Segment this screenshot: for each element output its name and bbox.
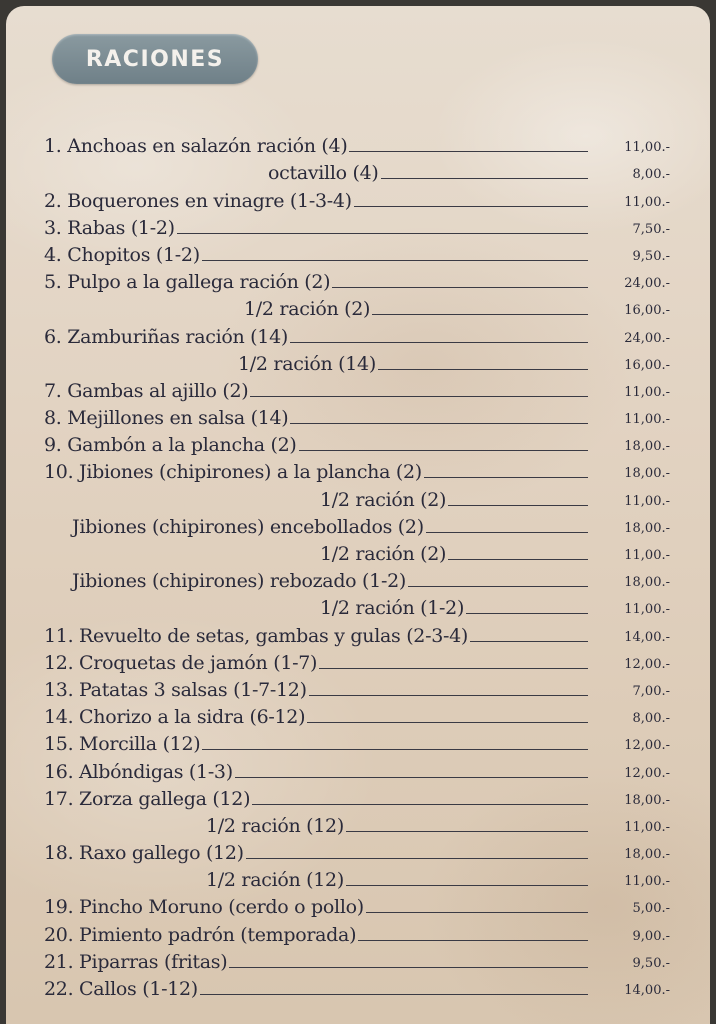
menu-item [6,402,710,429]
leader-line [372,314,588,315]
price-cell [588,163,710,184]
leader-line [332,287,588,288]
menu-item [6,184,710,211]
price-cell [588,435,710,456]
leader-line [246,858,588,859]
leader-line [346,885,588,886]
price-cell [588,136,710,157]
menu-item-price: 9,50.- [632,955,670,971]
leader-line [358,940,588,941]
menu-item [6,973,710,1000]
leader-line [235,777,588,778]
menu-item-label: 1/2 ración (12) [206,814,344,837]
leader-line [366,912,588,913]
price-cell [588,952,710,973]
section-badge [52,34,258,84]
menu-item-label: 1/2 ración (2) [320,488,447,511]
leader-line [346,831,588,832]
menu-item-label: octavillo (4) [268,162,379,185]
price-cell [588,408,710,429]
menu-item-price: 11,00.- [624,412,670,428]
menu-item-label: 8. Mejillones en salsa (14) [44,407,289,430]
price-cell [588,789,710,810]
menu-item-price: 14,00.- [624,983,670,998]
menu-item-label: 13. Patatas 3 salsas (1-7-12) [44,678,307,701]
menu-item-label: Jibiones (chipirones) rebozado (1-2) [72,570,406,593]
price-cell [588,598,710,619]
menu-item-price: 11,00.- [624,602,670,618]
menu-item-label: 12. Croquetas de jamón (1-7) [44,651,318,674]
leader-line [381,178,589,179]
menu-item-label: 1/2 ración (12) [206,869,344,892]
menu-item-price: 18,00.- [624,466,670,482]
menu-item [6,157,710,184]
leader-line [448,559,588,560]
price-cell [588,517,710,538]
menu-item-label: 17. Zorza gallega (12) [44,787,251,810]
menu-item-price: 9,50.- [632,248,670,264]
price-cell [588,843,710,864]
menu-item [6,212,710,239]
menu-item [6,565,710,592]
menu-item [6,783,710,810]
leader-line [200,994,588,995]
menu-item-price: 18,00.- [624,520,670,536]
menu-list [6,130,710,1000]
menu-item-label: 19. Pincho Moruno (cerdo o pollo) [44,896,364,919]
menu-item [6,891,710,918]
menu-item [6,429,710,456]
price-cell [588,680,710,701]
menu-item-label: 4. Chopitos (1-2) [44,243,200,266]
menu-item-label: 5. Pulpo a la gallega ración (2) [44,271,331,294]
price-cell [588,354,710,375]
menu-item-label: 10. Jibiones (chipirones) a la plancha (2) [44,461,422,484]
price-cell [588,218,710,239]
menu-item-price: 11,00.- [624,548,670,563]
leader-line [177,233,588,234]
menu-item [6,701,710,728]
menu-item-label: 3. Rabas (1-2) [44,216,175,239]
menu-item-price: 8,00.- [632,167,670,183]
menu-item-price: 11,00.- [624,819,670,835]
price-cell [588,762,710,783]
price-cell [588,299,710,320]
menu-item-label: 14. Chorizo a la sidra (6-12) [44,706,306,729]
menu-item-price: 11,00.- [624,194,670,210]
menu-item-label: 20. Pimiento padrón (temporada) [44,923,357,946]
menu-item-price: 24,00.- [624,330,670,346]
price-cell [588,544,710,565]
leader-line [354,206,588,207]
menu-item-price: 7,00.- [632,683,670,699]
menu-item-label: 1/2 ración (2) [320,543,447,565]
price-cell [588,897,710,918]
menu-item-price: 5,00.- [632,901,670,917]
leader-line [466,613,588,614]
menu-item-label: 1. Anchoas en salazón ración (4) [44,135,348,158]
price-cell [588,626,710,647]
menu-item-label: 16. Albóndigas (1-3) [44,760,233,783]
menu-item [6,755,710,782]
price-cell [588,979,710,1000]
leader-line [202,749,588,750]
price-cell [588,870,710,891]
leader-line [470,641,588,642]
menu-item-label: 11. Revuelto de setas, gambas y gulas (2-3-4) [44,624,469,647]
menu-item [6,483,710,510]
menu-item-price: 7,50.- [632,221,670,237]
menu-item-price: 16,00.- [624,357,670,373]
menu-item [6,456,710,483]
menu-item [6,511,710,538]
leader-line [309,695,588,696]
leader-line [408,586,588,587]
menu-item-price: 18,00.- [624,575,670,591]
menu-page [6,6,710,1024]
menu-item [6,674,710,701]
menu-item-price: 18,00.- [624,792,670,808]
price-cell [588,925,710,946]
price-cell [588,734,710,755]
leader-line [229,967,588,968]
menu-item [6,946,710,973]
menu-item-label: 15. Morcilla (12) [44,733,201,756]
menu-item-price: 11,00.- [624,493,670,509]
menu-item-price: 24,00.- [624,276,670,292]
leader-line [307,722,588,723]
menu-item-price: 18,00.- [624,847,670,863]
price-cell [588,490,710,511]
menu-item-price: 11,00.- [624,140,670,156]
menu-item-price: 9,00.- [632,928,670,944]
menu-item [6,918,710,945]
price-cell [588,191,710,212]
menu-item [6,293,710,320]
menu-item-price: 16,00.- [624,303,670,319]
menu-item-label: 6. Zamburiñas ración (14) [44,325,288,348]
price-cell [588,653,710,674]
menu-item-label: 2. Boquerones en vinagre (1-3-4) [44,189,352,212]
section-title: RACIONES [85,46,225,72]
menu-item [6,647,710,674]
menu-item-price: 18,00.- [624,439,670,455]
menu-item-label: 7. Gambas al ajillo (2) [44,379,249,402]
menu-item [6,728,710,755]
leader-line [202,260,588,261]
leader-line [424,477,588,478]
menu-item-label: 1/2 ración (2) [244,298,371,321]
menu-item [6,538,710,565]
leader-line [448,505,588,506]
leader-line [378,369,588,370]
menu-item-label: 1/2 ración (14) [238,352,376,375]
menu-item [6,375,710,402]
price-cell [588,816,710,837]
menu-item [6,239,710,266]
menu-item [6,320,710,347]
menu-item-price: 11,00.- [624,874,670,890]
menu-item-label: 22. Callos (1-12) [44,978,198,1000]
menu-item [6,592,710,619]
leader-line [319,668,588,669]
menu-item [6,837,710,864]
menu-item-price: 12,00.- [624,765,670,781]
leader-line [290,342,588,343]
menu-item-price: 14,00.- [624,629,670,645]
leader-line [299,450,588,451]
price-cell [588,327,710,348]
menu-item [6,348,710,375]
menu-item-price: 12,00.- [624,738,670,754]
price-cell [588,571,710,592]
price-cell [588,272,710,293]
menu-item [6,810,710,837]
menu-item-price: 8,00.- [632,711,670,727]
price-cell [588,381,710,402]
menu-item-price: 12,00.- [624,656,670,672]
price-cell [588,707,710,728]
menu-item [6,864,710,891]
leader-line [349,151,588,152]
menu-item-label: 21. Piparras (fritas) [44,950,228,973]
menu-item-label: 9. Gambón a la plancha (2) [44,434,297,457]
menu-item-price: 11,00.- [624,384,670,400]
menu-item [6,266,710,293]
price-cell [588,462,710,483]
leader-line [426,532,588,533]
menu-item [6,619,710,646]
menu-item [6,130,710,157]
menu-item-label: 18. Raxo gallego (12) [44,842,244,865]
leader-line [250,396,588,397]
leader-line [252,804,588,805]
menu-item-label: 1/2 ración (1-2) [320,597,465,620]
menu-item-label: Jibiones (chipirones) encebollados (2) [72,515,424,538]
leader-line [290,423,588,424]
price-cell [588,245,710,266]
